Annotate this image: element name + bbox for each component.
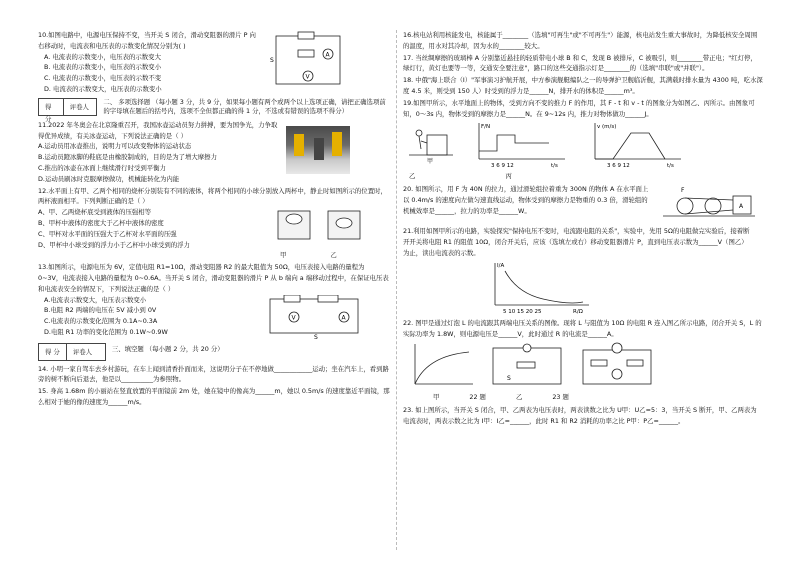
q11-option-d: D.运动员刷冰时克服摩擦做功，机械能转化为内能 xyxy=(38,174,180,183)
q21-x-axis-label: R/Ω xyxy=(573,308,583,315)
q12-option-c: C、甲杯对水平面的压强大于乙杯对水平面的压强 xyxy=(38,229,177,238)
question-15: 15. 身高 1.68m 的小丽站在竖直放置的平面镜前 2m 处，她在镜中的像高为______m，她以 0.5m/s 的速度靠近平面镜，那么相对于她的像的速度为______m/s。 xyxy=(38,387,390,406)
question-11 xyxy=(38,120,390,185)
q19-fig-jia xyxy=(409,121,453,165)
q11-option-b: B.运动员蹬冰脚的鞋底是由橡胶制成的，目的是为了增大摩擦力 xyxy=(38,153,217,162)
q19-fig-yi-force-graph xyxy=(469,121,569,169)
q22-caption-22: 22 题 xyxy=(469,392,486,401)
q23-caption: 23 题 xyxy=(552,392,569,401)
q12-option-d: D、甲杯中小球受到的浮力小于乙杯中小球受到的浮力 xyxy=(38,240,190,249)
svg-text:A: A xyxy=(325,51,330,59)
q19-f-axis-label: F/N xyxy=(481,124,491,131)
svg-text:V: V xyxy=(305,73,310,81)
q22-caption-jia: 甲 xyxy=(433,392,440,401)
q12-option-b: B、甲杯中液体的密度大于乙杯中液体的密度 xyxy=(38,218,164,227)
q13-stem: 13.如图所示，电源电压为 6V，定值电阻 R1=10Ω，滑动变阻器 R2 的最大阻值为 50Ω，电压表接入电路的量程为 0~3V，电流表接入电路的量程为 0~0.6A。当开关 S 闭合，滑动变阻器的滑片 P 从 b 端向 a 端移动过程中，在保证电压表和电流表安全的情况下，下列说法正确的是（ ） xyxy=(38,263,389,293)
q11-option-c: C.推出的冰壶在冰面上继续滑行时受到平衡力 xyxy=(38,163,166,172)
svg-text:S: S xyxy=(314,333,318,339)
section-2-header xyxy=(38,97,390,123)
q23-circuit-figure xyxy=(577,342,657,392)
curling-photo xyxy=(286,126,350,174)
q12-stem: 12.水平面上有甲、乙两个相同的烧杯分别装有不同的液体，将两个相同的小球分别放入两杯中，静止时如图所示的位置时，两杯液面相平。下列判断正确的是（ ） xyxy=(38,186,387,206)
svg-text:A: A xyxy=(739,203,744,211)
q10-option-d: D. 电流表的示数变大，电压表的示数变小 xyxy=(44,84,162,93)
q19-caption-bing: 丙 xyxy=(505,172,512,181)
q19-yi-ticks: 3 6 9 12 xyxy=(491,163,514,170)
question-22: 22. 图甲是通过灯泡 L 的电流跟其两端电压关系的图像。现将 L 与阻值为 10Ω 的电阻 R 连入图乙所示电路，闭合开关 S，L 的实际功率为 1.8W，则电源电压是______V，此时通过 R 的电流是______A。 xyxy=(403,319,762,339)
question-12 xyxy=(38,186,390,262)
q22-q23-figures xyxy=(407,342,763,392)
question-20 xyxy=(403,184,763,224)
q19-v-axis-label: v (m/s) xyxy=(597,124,617,131)
section-3-header xyxy=(38,343,390,361)
svg-text:V: V xyxy=(291,314,296,322)
q10-option-a: A. 电流表的示数变小，电压表的示数变大 xyxy=(44,52,161,61)
q10-stem: 10.如图电路中，电源电压保持不变，当开关 S 闭合，滑动变阻器的滑片 P 向右移动时，电流表和电压表的示数变化情况分别为( ) xyxy=(38,31,256,50)
question-13 xyxy=(38,262,390,338)
q20-pulley-figure xyxy=(661,184,757,224)
question-21 xyxy=(403,226,763,258)
question-10 xyxy=(38,30,390,95)
score-box xyxy=(38,98,97,123)
grader-label-2: 评卷人 xyxy=(72,347,92,356)
svg-text:S: S xyxy=(270,57,274,64)
score-label-2: 得 分 xyxy=(39,344,67,360)
q21-y-axis-label: I/A xyxy=(497,262,505,269)
question-18: 18. 中俄"海上联合（I）"军事演习护航开展，中方参演舰艇编队之一的导弹护卫舰临沂舰，其满载时排水量为 4300 吨，吃水深度 4.5 米，则受到 150 人）时受到的浮力是______N，排开水的体积是______m³。 xyxy=(403,76,763,95)
q21-x-ticks: 5 10 15 20 25 xyxy=(503,308,542,315)
right-column xyxy=(403,30,763,427)
question-19: 19.如图甲所示，水平地面上的物体，受到方向不变的推力 F 的作用，其 F - t 和 v - t 的图象分为如图乙、丙所示。由图象可知，0～3s 内，物体受到的摩擦力是______N。在 9~12s 内，推力对物体做功______J。 xyxy=(403,98,755,118)
q20-text: 20. 如图所示，用 F 为 40N 的拉力，通过滑轮组拉着重为 300N 的物体 A 在水平面上以 0.4m/s 的速度向左做匀速直线运动，物体受到的摩擦力是物重的 0.3 倍，滑轮组的机械效率是______，拉力的功率是______W。 xyxy=(403,185,649,215)
column-divider xyxy=(396,30,397,550)
q19-yi-t-label: t/s xyxy=(551,163,558,170)
score-box-2 xyxy=(38,343,106,361)
q19-bing-ticks: 3 6 9 12 xyxy=(607,163,630,170)
q19-figures xyxy=(409,121,763,169)
q22-caption-yi: 乙 xyxy=(515,392,523,401)
q19-fig-bing-velocity-graph xyxy=(585,121,685,169)
q12-label-yi: 乙 xyxy=(330,251,337,260)
q12-beakers-figure xyxy=(266,207,376,247)
q11-stem: 11.2022 年冬奥会在北京隆重召开，我国冰壶运动员努力拼搏，要为国争光，力争取得优异成绩，有关冰壶运动，下列说法正确的是（ ） xyxy=(38,120,278,140)
q13-option-d: D.电阻 R1 功率的变化范围为 0.1W~0.9W xyxy=(44,327,168,336)
section-2-title: 二、 多项选择题 （每小题 3 分，共 9 分，如果每小题有两个或两个以上选项正确，请把正确选项前的字母填在题后的括号内，选项不全但都正确的得 1 分，不选或有错误的选项不得分） xyxy=(103,97,386,116)
q13-option-c: C.电流表的示数变化范围为 0.1A~0.3A xyxy=(44,317,158,326)
q12-option-a: A、甲、乙两烧杯底受到液体的压强相等 xyxy=(38,208,152,217)
question-23: 23. 如上图所示，当开关 S 闭合，甲、乙两表为电压表时，两表读数之比为 U甲：U乙=5：3，当开关 S 断开，甲、乙两表为电流表时，两表示数之比为 I甲：I乙=______，此时 R1 和 R2 消耗的功率之比 P甲：P乙=______。 xyxy=(403,405,757,425)
q10-option-b: B. 电流表的示数变小，电压表的示数变小 xyxy=(44,63,162,72)
q11-option-a: A.运动员用冰壶推出，说明力可以改变物体的运动状态 xyxy=(38,142,192,151)
q22-iu-graph xyxy=(407,342,477,392)
q10-circuit-figure xyxy=(268,30,348,90)
q22-circuit-figure xyxy=(487,342,567,392)
q19-caption-yi: 乙 xyxy=(409,172,416,181)
section-3-title: 三、填空题 （每小题 2 分，共 20 分） xyxy=(111,344,224,353)
question-16: 16.核电站利用核能发电，核能属于________（选填"可再生"或"不可再生"）能源，核电站发生重大事故时，为降低核安全周围的温度，用水对其冷却，因为水的________较大。 xyxy=(403,31,758,50)
q13-option-b: B.电阻 R2 两端的电压在 5V 减小到 0V xyxy=(44,306,157,315)
q19-caption-jia: 甲 xyxy=(427,158,434,166)
q19-bing-t-label: t/s xyxy=(667,163,674,170)
q13-circuit-figure xyxy=(264,295,364,339)
q21-graph xyxy=(483,259,593,315)
q12-label-jia: 甲 xyxy=(280,251,287,260)
q21-text: 21.利用如图甲所示的电路，实验探究"保持电压不变时，电流跟电阻的关系"，实验中，先用 5Ω的电阻做完实验后，接着断开开关将电阻 R1 的阻值 10Ω，闭合开关后，应该（选填左或右）移动变阻器滑片 P，直到电压表示数为______V（图乙）为止，读出电流表的示数。 xyxy=(403,227,750,257)
q10-option-c: C. 电流表的示数变小，电压表的示数不变 xyxy=(44,74,162,83)
question-14: 14. 小明一家自驾车去乡村游玩，在车上闻到清香扑面而来，这说明分子在不停地做____________运动；坐在汽车上，看到路旁的树不断向后退去，他是以__________为参照物。 xyxy=(38,364,389,384)
grader-label: 评卷人 xyxy=(69,102,89,111)
score-label: 得 分 xyxy=(39,99,64,115)
question-17: 17. 当丝绸摩擦的玻璃棒 A 分别靠近悬挂的轻质带电小球 B 和 C，发现 B 被排斥，C 被吸引，则________带正电；"红灯停，绿灯行，黄灯也要等一等，交通安全要注意"，路口的这些交通指示灯是________的（选填"串联"或"并联"）。 xyxy=(403,53,757,73)
left-column xyxy=(38,30,390,409)
svg-text:S: S xyxy=(507,374,511,382)
svg-text:A: A xyxy=(341,314,346,322)
q13-option-a: A.电流表示数变大，电压表示数变小 xyxy=(44,295,147,304)
svg-text:F: F xyxy=(681,187,685,195)
